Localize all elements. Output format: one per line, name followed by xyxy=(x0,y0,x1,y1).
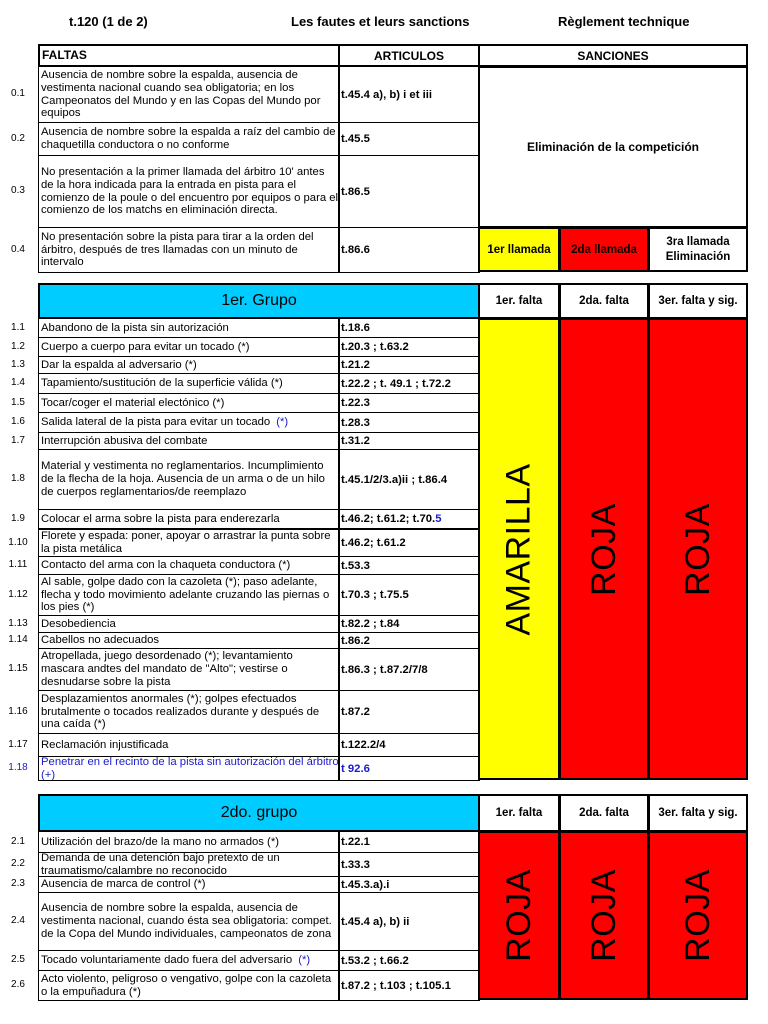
falta-text: Ausencia de nombre sobre la espalda a raíz del cambio de chaquetilla conductora o no conforme xyxy=(41,126,336,151)
row-number: 1.2 xyxy=(11,340,25,352)
group1-row-falta xyxy=(38,690,340,734)
sanction-first-call: 1er llamada xyxy=(478,227,560,272)
row-number: 1.9 xyxy=(11,512,25,524)
falta-text: Salida lateral de la pista para evitar un tocado xyxy=(41,416,271,429)
falta-text: Cuerpo a cuerpo para evitar un tocado (*) xyxy=(41,340,250,353)
row-number: 2.4 xyxy=(11,915,25,926)
articulo-text: t.45.4 a), b) ii xyxy=(341,915,410,928)
group1-row-falta xyxy=(38,615,340,633)
group1-row-falta xyxy=(38,574,340,616)
group2-row-falta xyxy=(38,876,340,893)
articulo-text: t.20.3 ; t.63.2 xyxy=(341,341,409,353)
articulo-text: t.46.2; t.61.2 xyxy=(341,537,406,549)
row-number: 1.10 xyxy=(8,536,28,548)
group-1-sanction-third xyxy=(648,318,748,780)
group2-row-falta xyxy=(38,831,340,853)
document-title: Les fautes et leurs sanctions xyxy=(291,14,470,29)
group-2-title: 2do. grupo xyxy=(38,794,480,832)
document-section: Règlement technique xyxy=(558,14,690,29)
articulo-text: t 92.6 xyxy=(341,762,370,775)
group1-row-articulo xyxy=(338,529,480,557)
falta-text: Ausencia de nombre sobre la espalda, ausencia de vestimenta nacional, cuando ésta sea obligatoria: compet. de la Copa del Mundo individuales, campeonatos de zona xyxy=(41,902,332,940)
group2-row-articulo xyxy=(338,876,480,893)
row-number: 1.6 xyxy=(11,416,25,427)
sanction-label-roja: ROJA xyxy=(584,502,623,596)
row-number: 1.15 xyxy=(8,663,28,674)
falta-mark: (*) xyxy=(276,416,289,429)
group1-row-falta xyxy=(38,648,340,691)
rule-code: t.120 (1 de 2) xyxy=(69,14,148,29)
group1-row-falta xyxy=(38,733,340,757)
articulo-text: t.87.2 ; t.103 ; t.105.1 xyxy=(341,979,451,992)
articulo-text: t.22.1 xyxy=(341,836,370,848)
group1-row-falta xyxy=(38,412,340,433)
group1-row-falta xyxy=(38,632,340,649)
falta-text: Tapamiento/sustitución de la superficie válida (*) xyxy=(41,377,283,390)
group1-row-articulo xyxy=(338,318,480,338)
group1-row-articulo xyxy=(338,574,480,616)
group2-row-articulo xyxy=(338,831,480,853)
group-2-sanction-second xyxy=(559,831,649,1000)
sanction-second-call: 2da llamada xyxy=(559,227,649,272)
articulo-text: t.87.2 xyxy=(341,706,370,718)
group1-row-articulo xyxy=(338,432,480,450)
row-number: 2.5 xyxy=(11,954,25,965)
row-number: 1.14 xyxy=(8,634,28,645)
group-1-title: 1er. Grupo xyxy=(38,283,480,319)
sanction-elimination: Eliminación de la competición xyxy=(478,66,748,228)
group1-row-articulo xyxy=(338,337,480,357)
articulo-mark: 5 xyxy=(435,513,442,525)
table0-row-falta xyxy=(38,122,340,156)
sanction-label-roja: ROJA xyxy=(584,869,623,962)
articulo-text: t.45.3.a).i xyxy=(341,878,390,891)
group-2-col-third: 3er. falta y sig. xyxy=(648,794,748,832)
group2-row-articulo xyxy=(338,950,480,971)
falta-text: Tocar/coger el material electónico (*) xyxy=(41,396,225,409)
articulo-text: t.53.3 xyxy=(341,559,370,572)
sanction-label-roja: ROJA xyxy=(678,869,717,962)
group1-row-articulo xyxy=(338,733,480,757)
sanction-third-call xyxy=(648,227,748,272)
group2-row-falta xyxy=(38,970,340,1001)
articulo-text: t.46.2; t.61.2; t.70. xyxy=(341,513,436,525)
group-1-sanction-second xyxy=(559,318,649,780)
table0-row-falta xyxy=(38,66,340,123)
group1-row-falta xyxy=(38,373,340,394)
group1-row-articulo xyxy=(338,615,480,633)
articulo-text: t.45.4 a), b) i et iii xyxy=(341,88,433,101)
group1-row-articulo xyxy=(338,393,480,413)
group1-row-falta xyxy=(38,337,340,357)
falta-text: Florete y espada: poner, apoyar o arrastrar la punta sobre la pista metálica xyxy=(41,530,331,555)
group2-row-articulo xyxy=(338,970,480,1001)
articulo-text: t.31.2 xyxy=(341,435,370,447)
col-header-articulos: ARTICULOS xyxy=(338,44,480,67)
articulo-text: t.82.2 ; t.84 xyxy=(341,618,400,630)
articulo-text: t.53.2 ; t.66.2 xyxy=(341,954,409,967)
row-number: 1.13 xyxy=(8,617,28,629)
group1-row-articulo xyxy=(338,756,480,781)
group2-row-articulo xyxy=(338,892,480,951)
articulo-text: t.18.6 xyxy=(341,322,370,334)
group1-row-articulo xyxy=(338,632,480,649)
row-number: 1.12 xyxy=(8,588,28,600)
articulo-text: t.45.5 xyxy=(341,133,370,145)
group2-row-falta xyxy=(38,950,340,971)
table0-row-falta xyxy=(38,155,340,228)
row-number: 0.4 xyxy=(11,243,25,255)
falta-text: Tocado voluntariamente dado fuera del adversario xyxy=(41,954,293,967)
row-number: 1.5 xyxy=(11,396,25,408)
sanction-label-roja: ROJA xyxy=(499,869,538,962)
table0-row-falta xyxy=(38,227,340,273)
group-1-col-second: 2da. falta xyxy=(559,283,649,319)
group1-row-falta xyxy=(38,318,340,338)
group1-row-articulo xyxy=(338,648,480,691)
group1-row-articulo xyxy=(338,373,480,394)
falta-text: Colocar el arma sobre la pista para enderezarla xyxy=(41,512,280,525)
group2-row-falta xyxy=(38,892,340,951)
falta-text: Dar la espalda al adversario (*) xyxy=(41,358,197,371)
articulo-text: t.45.1/2/3.a)ii ; t.86.4 xyxy=(341,473,448,486)
falta-text: Interrupción abusiva del combate xyxy=(41,434,208,447)
group1-row-articulo xyxy=(338,356,480,374)
table0-row-articulo xyxy=(338,122,480,156)
falta-text: Penetrar en el recinto de la pista sin autorización del árbitro (+) xyxy=(41,756,339,781)
falta-text: Ausencia de marca de control (*) xyxy=(41,878,206,891)
group1-row-articulo xyxy=(338,449,480,510)
row-number: 2.3 xyxy=(11,878,25,889)
group2-row-articulo xyxy=(338,852,480,877)
group-2-col-first: 1er. falta xyxy=(478,794,560,832)
falta-mark: (*) xyxy=(298,954,311,967)
articulo-text: t.86.2 xyxy=(341,634,370,647)
falta-text: Contacto del arma con la chaqueta conductora (*) xyxy=(41,559,291,572)
group1-row-falta xyxy=(38,556,340,575)
articulo-text: t.70.3 ; t.75.5 xyxy=(341,589,409,601)
falta-text: Utilización del brazo/de la mano no armados (*) xyxy=(41,835,279,848)
group-2-col-second: 2da. falta xyxy=(559,794,649,832)
group-1-col-first: 1er. falta xyxy=(478,283,560,319)
third-call-label: 3ra llamada xyxy=(666,235,730,248)
group1-row-falta xyxy=(38,449,340,510)
falta-text: Material y vestimenta no reglamentarios. Incumplimiento de la flecha de la hoja. Ausencia de un arma o de un hilo de cuerpos reglamentarios/de reemplazo xyxy=(41,460,325,498)
group1-row-falta xyxy=(38,356,340,374)
group-1-sanction-first xyxy=(478,318,560,780)
row-number: 1.18 xyxy=(8,762,28,773)
articulo-text: t.22.3 xyxy=(341,397,370,409)
group1-row-falta xyxy=(38,393,340,413)
articulo-text: t.28.3 xyxy=(341,416,370,429)
articulo-text: t.33.3 xyxy=(341,858,370,871)
group1-row-articulo xyxy=(338,509,480,529)
row-number: 2.2 xyxy=(11,858,25,869)
row-number: 2.1 xyxy=(11,835,25,847)
group1-row-falta xyxy=(38,432,340,450)
third-call-elimination: Eliminación xyxy=(665,250,731,263)
group1-row-falta xyxy=(38,756,340,781)
group-2-sanction-first xyxy=(478,831,560,1000)
falta-text: Demanda de una detención bajo pretexto de un traumatismo/calambre no reconocido xyxy=(41,852,280,877)
falta-text: No presentación sobre la pista para tirar a la orden del árbitro, después de tres llamadas con un minuto de intervalo xyxy=(41,230,314,269)
col-header-sanciones: SANCIONES xyxy=(478,44,748,67)
articulo-text: t.86.3 ; t.87.2/7/8 xyxy=(341,663,428,676)
articulo-text: t.21.2 xyxy=(341,359,370,371)
falta-text: Atropellada, juego desordenado (*); levantamiento mascara andtes del mandato de "Alto"; vestirse o desnudarse sobre la pista xyxy=(41,650,293,688)
row-number: 1.7 xyxy=(11,434,25,446)
articulo-text: t.86.6 xyxy=(341,244,370,256)
falta-text: Al sable, golpe dado con la cazoleta (*); paso adelante, flecha y todo movimiento adelante cruzando las piernas o los pies (*) xyxy=(41,575,330,614)
group-1-col-third: 3er. falta y sig. xyxy=(648,283,748,319)
falta-text: Abandono de la pista sin autorización xyxy=(41,321,229,334)
row-number: 0.3 xyxy=(11,185,25,196)
row-number: 1.1 xyxy=(11,321,25,333)
falta-text: Desobediencia xyxy=(41,617,116,630)
row-number: 2.6 xyxy=(11,979,25,990)
falta-text: Reclamación injustificada xyxy=(41,738,169,751)
row-number: 1.8 xyxy=(11,473,25,484)
articulo-text: t.86.5 xyxy=(341,185,370,198)
table0-row-articulo xyxy=(338,66,480,123)
table0-row-articulo xyxy=(338,227,480,273)
falta-text: No presentación a la primer llamada del árbitro 10' antes de la hora indicada para la entrada en pista para el comienzo de la poule o del encuentro por equipos o para el comienzo de los matchs en eliminación directa. xyxy=(41,165,339,217)
falta-text: Ausencia de nombre sobre la espalda, ausencia de vestimenta nacional cuando sea obligatoria; en los Campeonatos del Mundo y en las Copas del Mundo por equipos xyxy=(41,68,321,120)
group1-row-articulo xyxy=(338,556,480,575)
group1-row-articulo xyxy=(338,690,480,734)
row-number: 1.17 xyxy=(8,738,28,750)
sanction-label-amarilla: AMARILLA xyxy=(499,462,538,636)
sanction-label-roja: ROJA xyxy=(678,502,717,596)
col-header-faltas: FALTAS xyxy=(38,44,340,67)
row-number: 1.4 xyxy=(11,377,25,388)
row-number: 1.3 xyxy=(11,358,25,370)
group1-row-falta xyxy=(38,529,340,557)
group-2-sanction-third xyxy=(648,831,748,1000)
group2-row-falta xyxy=(38,852,340,877)
table0-row-articulo xyxy=(338,155,480,228)
articulo-text: t.122.2/4 xyxy=(341,739,386,751)
row-number: 1.16 xyxy=(8,705,28,717)
falta-text: Cabellos no adecuados xyxy=(41,634,160,647)
row-number: 0.1 xyxy=(11,88,25,99)
group1-row-falta xyxy=(38,509,340,529)
row-number: 1.11 xyxy=(8,559,28,570)
articulo-text: t.22.2 ; t. 49.1 ; t.72.2 xyxy=(341,377,451,390)
row-number: 0.2 xyxy=(11,132,25,144)
group1-row-articulo xyxy=(338,412,480,433)
falta-text: Acto violento, peligroso o vengativo, golpe con la cazoleta o la empuñadura (*) xyxy=(41,972,332,998)
falta-text: Desplazamientos anormales (*); golpes efectuados brutalmente o tocados realizados durante y después de una caída (*) xyxy=(41,692,320,731)
